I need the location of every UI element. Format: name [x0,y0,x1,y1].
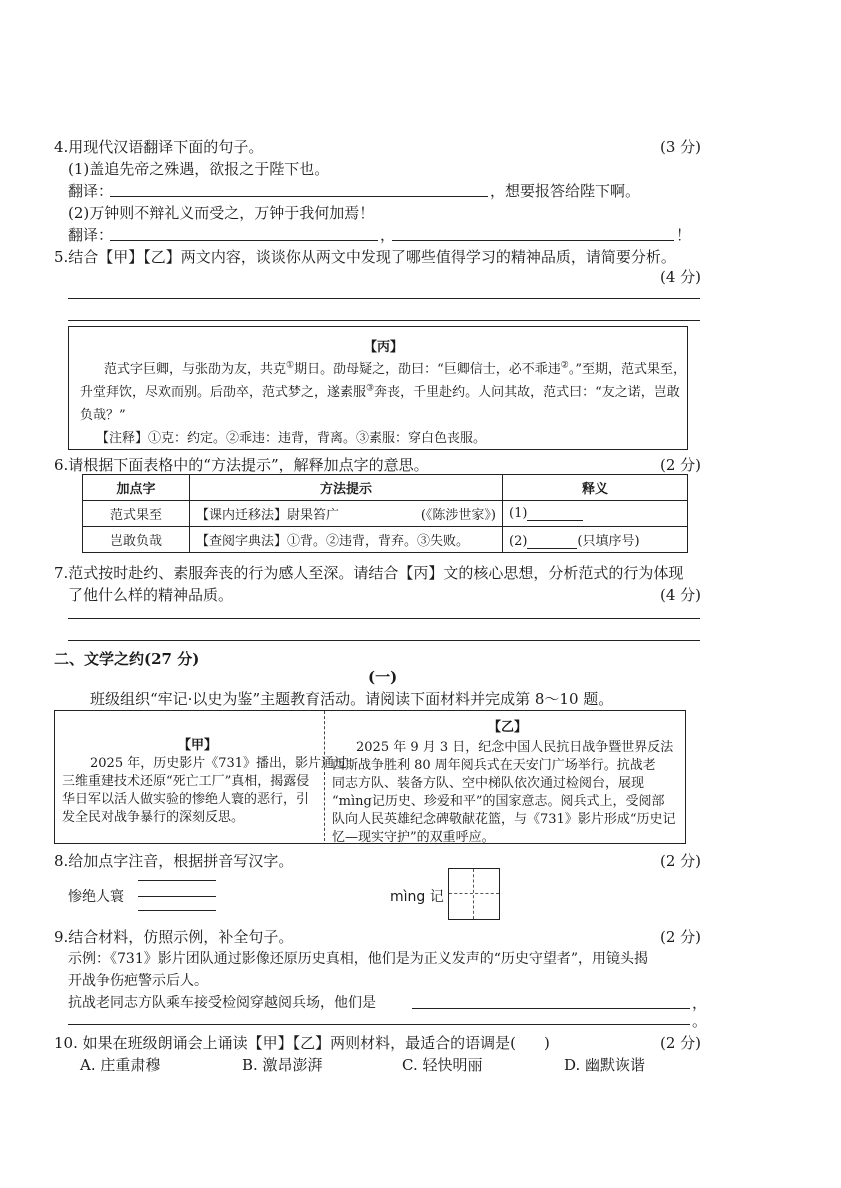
table-header-row [83,475,688,501]
passage-bing-title: 【丙】 [364,340,404,355]
q9-score: (2 分) [659,928,701,946]
q4-score: (3 分) [659,138,701,156]
q5-answer-line-2[interactable] [68,320,700,321]
q8-pinyin-line-2[interactable] [138,896,216,897]
q8-pinyin-line-3[interactable] [138,910,216,911]
table-header-meaning: 释义 [503,475,688,501]
q4-translation-2-comma: ， [380,226,396,244]
q7-score: (4 分) [659,586,701,604]
q4-sentence-1: (1)盖追先帝之殊遇，欲报之于陛下也。 [68,160,330,178]
q8-character-grid[interactable] [448,868,500,920]
q4-translation-1-suffix: ，想要报答给陛下啊。 [490,182,641,200]
q9-period: 。 [692,1012,708,1030]
material-jia-line-4: 发全民对战争暴行的深刻反思。 [62,810,245,825]
q4-answer-line-1[interactable] [110,196,488,197]
passage-bing-line-1: 范式字巨卿，与张劭为友，共克①期日。劭母疑之，劭曰：“巨卿信士，必不乖违②。”至期，范式果至， [104,360,686,377]
material-jia-line-3: 华日军以活人做实验的惨绝人寰的恶行，引 [62,792,310,807]
table-header-word: 加点字 [83,475,190,501]
q7-line-1: 7.范式按时赴约、素服奔丧的行为感人至深。请结合【丙】文的核心思想，分析范式的行为体现 [54,564,684,582]
material-jia-line-1: 2025 年，历史影片《731》播出，影片通过 [90,756,348,771]
q4-translation-1-label: 翻译： [68,182,114,200]
table-row [83,501,688,527]
passage-bing-line-2: 升堂拜饮，尽欢而别。后劭卒，范式梦之，遂素服③奔丧，千里赴约。人问其故，范式曰：“友之诺，岂敢 [80,383,680,400]
q5-score: (4 分) [659,268,701,286]
table-cell-answer[interactable]: (1) [503,501,688,527]
table-row [83,527,688,553]
q8-pinyin: mìng 记 [390,889,444,905]
passage-bing-line-3: 负哉？” [80,408,126,423]
material-yi-line-5: 队向人民英雄纪念碑敬献花篮，与《731》影片形成“历史记 [332,812,676,827]
q5-answer-line-1[interactable] [68,298,700,299]
q9-comma: ， [692,994,708,1012]
table-cell-method: 【查阅字典法】①背。②违背，背弃。③失败。 [190,527,503,553]
q8-word: 惨绝人寰 [68,889,124,905]
q4-sentence-2: (2)万钟则不辩礼义而受之，万钟于我何加焉！ [68,204,375,222]
q7-answer-line-2[interactable] [68,640,700,641]
material-jia-line-2: 三维重建技术还原“死亡工厂”真相，揭露侵 [62,774,310,789]
q6-score: (2 分) [659,456,701,474]
q7-answer-line-1[interactable] [68,618,700,619]
q9-example-line-1: 示例：《731》影片团队通过影像还原历史真相，他们是为正义发声的“历史守望者”，用镜头揭 [68,951,649,967]
q9-answer-line-2[interactable] [68,1024,690,1025]
q8-pinyin-line-1[interactable] [138,880,216,881]
q4-translation-2-label: 翻译： [68,226,114,244]
q8-score: (2 分) [659,852,701,870]
q6-method-table [82,474,688,553]
q6-stem: 6.请根据下面表格中的“方法提示”，解释加点字的意思。 [54,456,429,474]
table-cell-method: 【课内迁移法】尉果笞广 (《陈涉世家》) [190,501,503,527]
q5-stem: 5.结合【甲】【乙】两文内容，谈谈你从两文中发现了哪些值得学习的精神品质，请简要分析。 [54,248,676,266]
q10-option-a[interactable]: A. 庄重肃穆 [80,1056,161,1074]
material-yi-title: 【乙】 [488,720,528,735]
material-divider [324,711,325,841]
q10-option-b[interactable]: B. 激昂澎湃 [242,1056,323,1074]
passage-bing-note: 【注释】①克：约定。②乖违：违背，背离。③素服：穿白色丧服。 [96,431,487,446]
q9-example-line-2: 开战争伤疤警示后人。 [68,973,208,989]
material-yi-line-6: 忆—现实守护”的双重呼应。 [332,830,495,845]
q8-stem: 8.给加点字注音，根据拼音写汉字。 [54,852,294,870]
q4-answer-line-2a[interactable] [110,240,378,241]
section-2-subtitle: (一) [368,668,398,686]
q10-option-c[interactable]: C. 轻快明丽 [402,1056,483,1074]
table-cell-word: 范式果至 [83,501,190,527]
q9-answer-line-1[interactable] [412,1008,690,1009]
table-cell-answer[interactable]: (2) (只填序号) [503,527,688,553]
table-header-method: 方法提示 [190,475,503,501]
q7-line-2: 了他什么样的精神品质。 [68,586,234,604]
q10-score: (2 分) [659,1034,701,1052]
material-yi-line-3: 同志方队、装备方队、空中梯队依次通过检阅台，展现 [332,776,645,791]
q9-task: 抗战老同志方队乘车接受检阅穿越阅兵场，他们是 [68,995,376,1011]
table-cell-word: 岂敢负哉 [83,527,190,553]
q9-stem: 9.结合材料，仿照示例，补全句子。 [54,928,294,946]
q10-stem: 10. 如果在班级朗诵会上诵读【甲】【乙】两则材料，最适合的语调是( ) [54,1034,550,1052]
section-2-title: 二、文学之约(27 分) [54,650,200,668]
q4-stem: 4.用现代汉语翻译下面的句子。 [54,138,264,156]
q10-option-d[interactable]: D. 幽默诙谐 [564,1056,646,1074]
material-yi-line-2: 西斯战争胜利 80 周年阅兵式在天安门广场举行。抗战老 [332,758,656,773]
q4-answer-line-2b[interactable] [392,240,674,241]
material-yi-line-4: “mìng记历史、珍爱和平”的国家意志。阅兵式上，受阅部 [332,794,665,809]
section-2-intro: 班级组织“牢记·以史为鉴”主题教育活动。请阅读下面材料并完成第 8～10 题。 [90,690,614,708]
material-yi-line-1: 2025 年 9 月 3 日，纪念中国人民抗日战争暨世界反法 [356,740,674,755]
material-jia-title: 【甲】 [178,738,218,753]
q4-translation-2-end: ！ [676,226,692,244]
